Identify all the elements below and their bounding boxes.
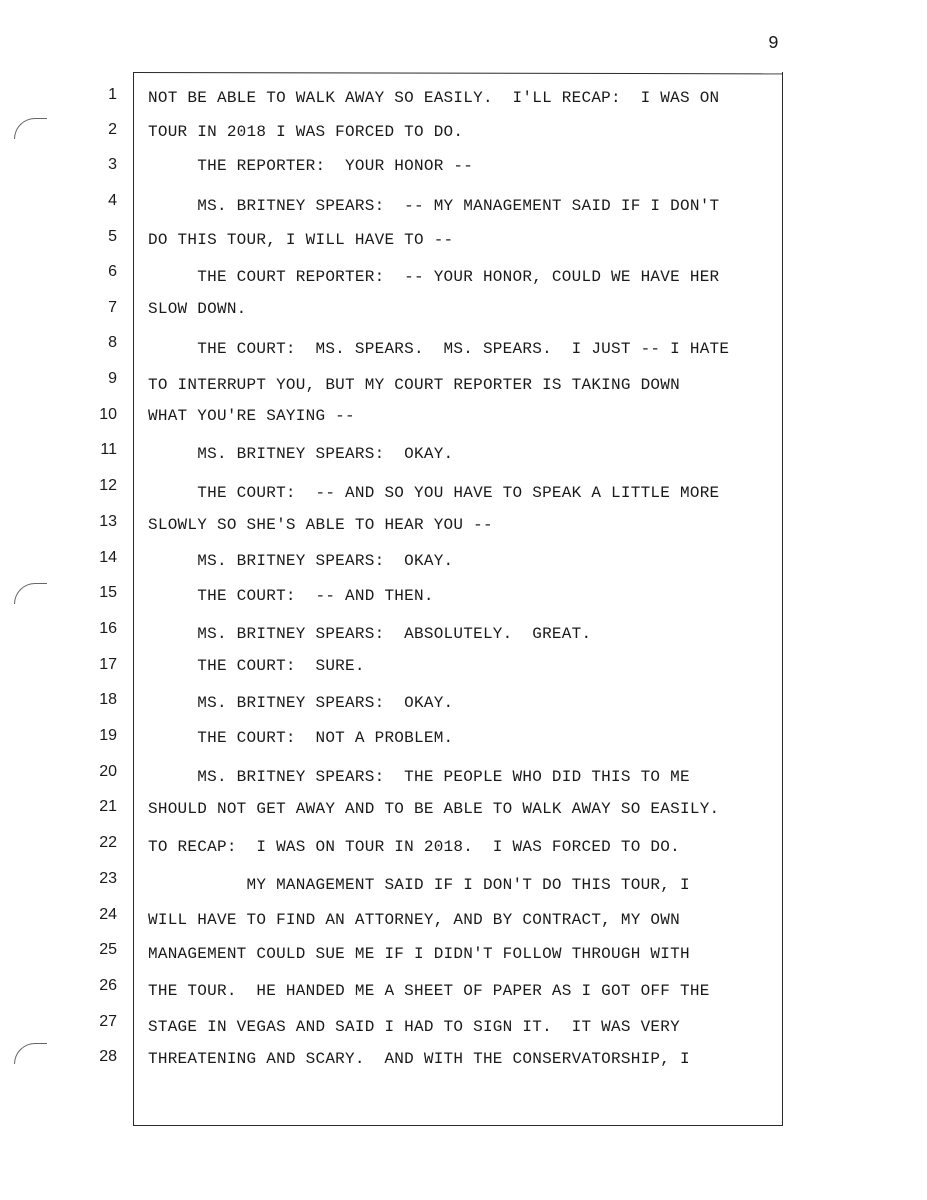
line-number: 18 bbox=[99, 691, 117, 708]
line-number: 12 bbox=[99, 477, 117, 494]
transcript-line: MS. BRITNEY SPEARS: OKAY. bbox=[148, 552, 454, 570]
transcript-line: TO INTERRUPT YOU, BUT MY COURT REPORTER IS TAKING DOWN bbox=[148, 376, 680, 394]
line-number: 13 bbox=[99, 513, 117, 530]
transcript-line: DO THIS TOUR, I WILL HAVE TO -- bbox=[148, 231, 454, 249]
transcript-line: MS. BRITNEY SPEARS: OKAY. bbox=[148, 694, 454, 712]
line-number: 27 bbox=[99, 1013, 117, 1030]
line-number: 5 bbox=[108, 228, 117, 245]
line-number: 21 bbox=[99, 798, 117, 815]
line-number: 2 bbox=[108, 121, 117, 138]
transcript-line: TO RECAP: I WAS ON TOUR IN 2018. I WAS FORCED TO DO. bbox=[148, 838, 680, 856]
line-number: 22 bbox=[99, 834, 117, 851]
line-number: 24 bbox=[99, 906, 117, 923]
line-number: 4 bbox=[108, 192, 117, 209]
line-number: 6 bbox=[108, 263, 117, 280]
binder-hole-mark bbox=[14, 1043, 47, 1064]
transcript-line: THE COURT REPORTER: -- YOUR HONOR, COULD WE HAVE HER bbox=[148, 268, 720, 286]
line-number: 20 bbox=[99, 763, 117, 780]
transcript-line: MY MANAGEMENT SAID IF I DON'T DO THIS TOUR, I bbox=[148, 876, 690, 894]
line-number: 25 bbox=[99, 941, 117, 958]
line-number: 8 bbox=[108, 334, 117, 351]
transcript-line: WILL HAVE TO FIND AN ATTORNEY, AND BY CONTRACT, MY OWN bbox=[148, 911, 680, 929]
line-number: 19 bbox=[99, 727, 117, 744]
transcript-line: THE COURT: NOT A PROBLEM. bbox=[148, 729, 454, 747]
line-number: 17 bbox=[99, 656, 117, 673]
transcript-line: THREATENING AND SCARY. AND WITH THE CONSERVATORSHIP, I bbox=[148, 1050, 690, 1068]
line-number: 3 bbox=[108, 156, 117, 173]
transcript-line: THE COURT: -- AND THEN. bbox=[148, 587, 434, 605]
binder-hole-mark bbox=[14, 583, 47, 604]
transcript-line: NOT BE ABLE TO WALK AWAY SO EASILY. I'LL RECAP: I WAS ON bbox=[148, 89, 720, 107]
line-number: 15 bbox=[99, 584, 117, 601]
line-number: 14 bbox=[99, 549, 117, 566]
line-number: 16 bbox=[99, 620, 117, 637]
transcript-line: THE REPORTER: YOUR HONOR -- bbox=[148, 157, 474, 175]
transcript-line: THE COURT: SURE. bbox=[148, 657, 365, 675]
transcript-line: MS. BRITNEY SPEARS: -- MY MANAGEMENT SAID IF I DON'T bbox=[148, 197, 720, 215]
line-number: 9 bbox=[108, 370, 117, 387]
transcript-line: STAGE IN VEGAS AND SAID I HAD TO SIGN IT. IT WAS VERY bbox=[148, 1018, 680, 1036]
transcript-line: THE TOUR. HE HANDED ME A SHEET OF PAPER AS I GOT OFF THE bbox=[148, 982, 710, 1000]
transcript-line: SHOULD NOT GET AWAY AND TO BE ABLE TO WALK AWAY SO EASILY. bbox=[148, 800, 720, 818]
line-number: 28 bbox=[99, 1048, 117, 1065]
line-number: 10 bbox=[99, 406, 117, 423]
line-number: 26 bbox=[99, 977, 117, 994]
transcript-line: SLOWLY SO SHE'S ABLE TO HEAR YOU -- bbox=[148, 516, 493, 534]
transcript-line: MANAGEMENT COULD SUE ME IF I DIDN'T FOLLOW THROUGH WITH bbox=[148, 945, 690, 963]
transcript-line: MS. BRITNEY SPEARS: THE PEOPLE WHO DID THIS TO ME bbox=[148, 768, 690, 786]
line-number: 1 bbox=[108, 86, 117, 103]
line-number: 23 bbox=[99, 870, 117, 887]
transcript-line: WHAT YOU'RE SAYING -- bbox=[148, 407, 355, 425]
transcript-line: THE COURT: MS. SPEARS. MS. SPEARS. I JUST -- I HATE bbox=[148, 340, 730, 358]
binder-hole-mark bbox=[14, 118, 47, 139]
line-number: 7 bbox=[108, 299, 117, 316]
line-number: 11 bbox=[100, 441, 117, 458]
transcript-line: THE COURT: -- AND SO YOU HAVE TO SPEAK A LITTLE MORE bbox=[148, 484, 720, 502]
transcript-line: SLOW DOWN. bbox=[148, 300, 247, 318]
transcript-line: TOUR IN 2018 I WAS FORCED TO DO. bbox=[148, 123, 464, 141]
transcript-line: MS. BRITNEY SPEARS: ABSOLUTELY. GREAT. bbox=[148, 625, 592, 643]
transcript-line: MS. BRITNEY SPEARS: OKAY. bbox=[148, 445, 454, 463]
page-number: 9 bbox=[768, 34, 779, 54]
